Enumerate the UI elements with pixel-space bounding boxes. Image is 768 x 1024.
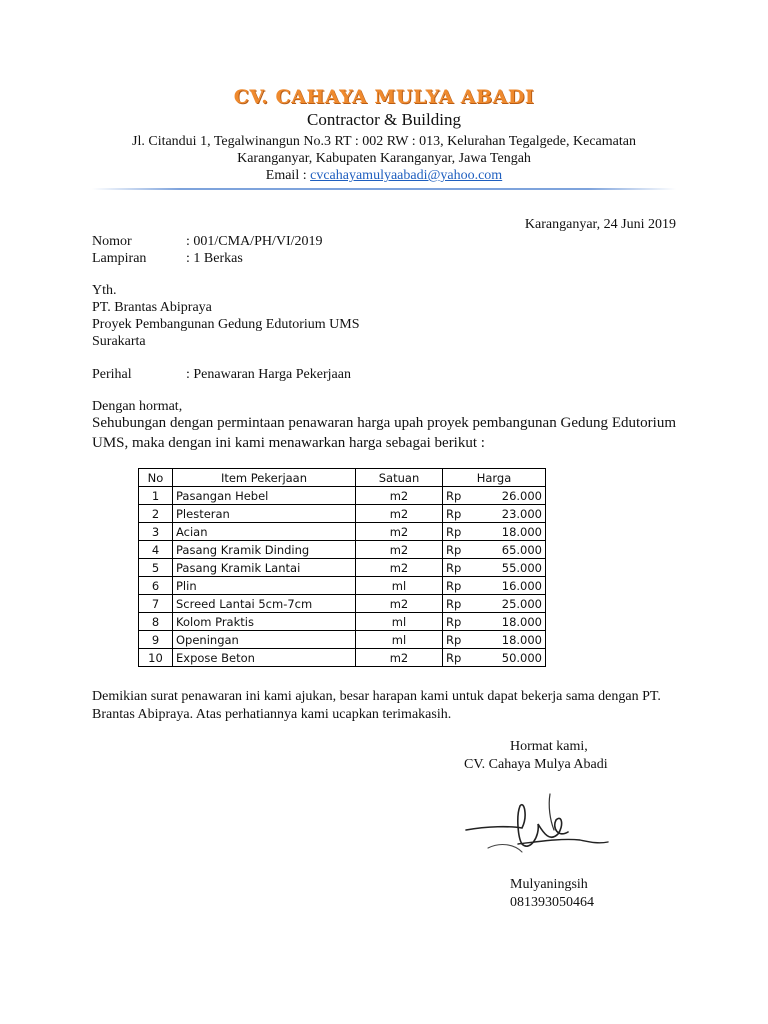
subject-label: Perihal bbox=[92, 367, 132, 382]
cell-satuan: m2 bbox=[356, 541, 443, 559]
cell-no: 1 bbox=[139, 487, 173, 505]
cell-satuan: m2 bbox=[356, 523, 443, 541]
cell-no: 10 bbox=[139, 649, 173, 667]
table-row bbox=[139, 577, 546, 595]
cell-harga: 25.000 bbox=[489, 595, 546, 613]
cell-item: Pasang Kramik Dinding bbox=[173, 541, 356, 559]
cell-satuan: ml bbox=[356, 613, 443, 631]
cell-item: Pasangan Hebel bbox=[173, 487, 356, 505]
email-link[interactable]: cvcahayamulyaabadi@yahoo.com bbox=[310, 168, 503, 183]
lampiran-value: : 1 Berkas bbox=[186, 251, 243, 266]
cell-item: Expose Beton bbox=[173, 649, 356, 667]
cell-satuan: ml bbox=[356, 631, 443, 649]
signoff-company: CV. Cahaya Mulya Abadi bbox=[464, 757, 608, 772]
cell-no: 3 bbox=[139, 523, 173, 541]
cell-currency: Rp bbox=[443, 595, 490, 613]
signoff-regards: Hormat kami, bbox=[510, 739, 588, 754]
cell-currency: Rp bbox=[443, 649, 490, 667]
address-line-1: Jl. Citandui 1, Tegalwinangun No.3 RT : 002 RW : 013, Kelurahan Tegalgede, Kecamatan bbox=[132, 134, 636, 149]
nomor-label: Nomor bbox=[92, 234, 132, 249]
table-row bbox=[139, 595, 546, 613]
cell-item: Plesteran bbox=[173, 505, 356, 523]
email-label: Email : bbox=[265, 168, 311, 183]
closing-paragraph: Demikian surat penawaran ini kami ajukan, besar harapan kami untuk dapat bekerja sama dengan PT. Brantas Abipraya. Atas perhatiannya kami ucapkan terimakasih. bbox=[92, 689, 661, 722]
cell-no: 7 bbox=[139, 595, 173, 613]
cell-no: 5 bbox=[139, 559, 173, 577]
signature-image bbox=[458, 786, 624, 864]
cell-item: Pasang Kramik Lantai bbox=[173, 559, 356, 577]
cell-harga: 16.000 bbox=[489, 577, 546, 595]
cell-harga: 18.000 bbox=[489, 523, 546, 541]
recipient-yth: Yth. bbox=[92, 283, 117, 298]
lampiran-row bbox=[92, 250, 243, 267]
table-row bbox=[139, 631, 546, 649]
cell-item: Screed Lantai 5cm-7cm bbox=[173, 595, 356, 613]
cell-satuan: ml bbox=[356, 577, 443, 595]
greeting: Dengan hormat, bbox=[92, 399, 183, 414]
company-address bbox=[90, 133, 678, 184]
cell-currency: Rp bbox=[443, 505, 490, 523]
recipient-block bbox=[92, 282, 360, 350]
cell-currency: Rp bbox=[443, 613, 490, 631]
header-satuan: Satuan bbox=[356, 469, 443, 487]
cell-item: Kolom Praktis bbox=[173, 613, 356, 631]
table-row bbox=[139, 505, 546, 523]
cell-currency: Rp bbox=[443, 559, 490, 577]
price-table bbox=[138, 468, 546, 667]
lampiran-label: Lampiran bbox=[92, 251, 147, 266]
cell-item: Openingan bbox=[173, 631, 356, 649]
address-line-2: Karanganyar, Kabupaten Karanganyar, Jawa Tengah bbox=[237, 151, 531, 166]
nomor-row bbox=[92, 233, 323, 250]
cell-harga: 65.000 bbox=[489, 541, 546, 559]
recipient-company: PT. Brantas Abipraya bbox=[92, 300, 212, 315]
table-header-row bbox=[139, 469, 546, 487]
signatory-name: Mulyaningsih bbox=[510, 877, 588, 892]
price-table-body bbox=[139, 487, 546, 667]
header-divider bbox=[92, 188, 676, 190]
cell-harga: 18.000 bbox=[489, 631, 546, 649]
cell-satuan: m2 bbox=[356, 487, 443, 505]
recipient-project: Proyek Pembangunan Gedung Edutorium UMS bbox=[92, 317, 360, 332]
subject-value: : Penawaran Harga Pekerjaan bbox=[186, 367, 351, 382]
cell-item: Plin bbox=[173, 577, 356, 595]
cell-no: 9 bbox=[139, 631, 173, 649]
cell-harga: 23.000 bbox=[489, 505, 546, 523]
company-name: CV. CAHAYA MULYA ABADI bbox=[233, 86, 535, 108]
cell-no: 6 bbox=[139, 577, 173, 595]
cell-satuan: m2 bbox=[356, 559, 443, 577]
table-row bbox=[139, 523, 546, 541]
cell-currency: Rp bbox=[443, 577, 490, 595]
cell-harga: 18.000 bbox=[489, 613, 546, 631]
nomor-value: : 001/CMA/PH/VI/2019 bbox=[186, 234, 323, 249]
cell-satuan: m2 bbox=[356, 505, 443, 523]
cell-currency: Rp bbox=[443, 541, 490, 559]
cell-item: Acian bbox=[173, 523, 356, 541]
table-row bbox=[139, 541, 546, 559]
cell-currency: Rp bbox=[443, 631, 490, 649]
table-row bbox=[139, 487, 546, 505]
letter-date: Karanganyar, 24 Juni 2019 bbox=[524, 217, 676, 232]
cell-no: 4 bbox=[139, 541, 173, 559]
cell-harga: 50.000 bbox=[489, 649, 546, 667]
header-no: No bbox=[139, 469, 173, 487]
table-row bbox=[139, 559, 546, 577]
cell-harga: 26.000 bbox=[489, 487, 546, 505]
header-item: Item Pekerjaan bbox=[173, 469, 356, 487]
signatory-phone: 081393050464 bbox=[510, 895, 594, 910]
cell-harga: 55.000 bbox=[489, 559, 546, 577]
intro-paragraph: Sehubungan dengan permintaan penawaran harga upah proyek pembangunan Gedung Edutorium UMS, maka dengan ini kami menawarkan harga sebagai berikut : bbox=[92, 415, 676, 451]
table-row bbox=[139, 649, 546, 667]
recipient-city: Surakarta bbox=[92, 334, 146, 349]
signoff-block bbox=[464, 738, 608, 774]
cell-currency: Rp bbox=[443, 523, 490, 541]
table-row bbox=[139, 613, 546, 631]
cell-no: 8 bbox=[139, 613, 173, 631]
company-tagline: Contractor & Building bbox=[307, 110, 461, 129]
cell-satuan: m2 bbox=[356, 595, 443, 613]
signatory-block bbox=[510, 876, 594, 912]
header-harga: Harga bbox=[443, 469, 546, 487]
cell-satuan: m2 bbox=[356, 649, 443, 667]
cell-currency: Rp bbox=[443, 487, 490, 505]
email-line bbox=[90, 167, 678, 184]
subject-row bbox=[92, 366, 351, 383]
cell-no: 2 bbox=[139, 505, 173, 523]
